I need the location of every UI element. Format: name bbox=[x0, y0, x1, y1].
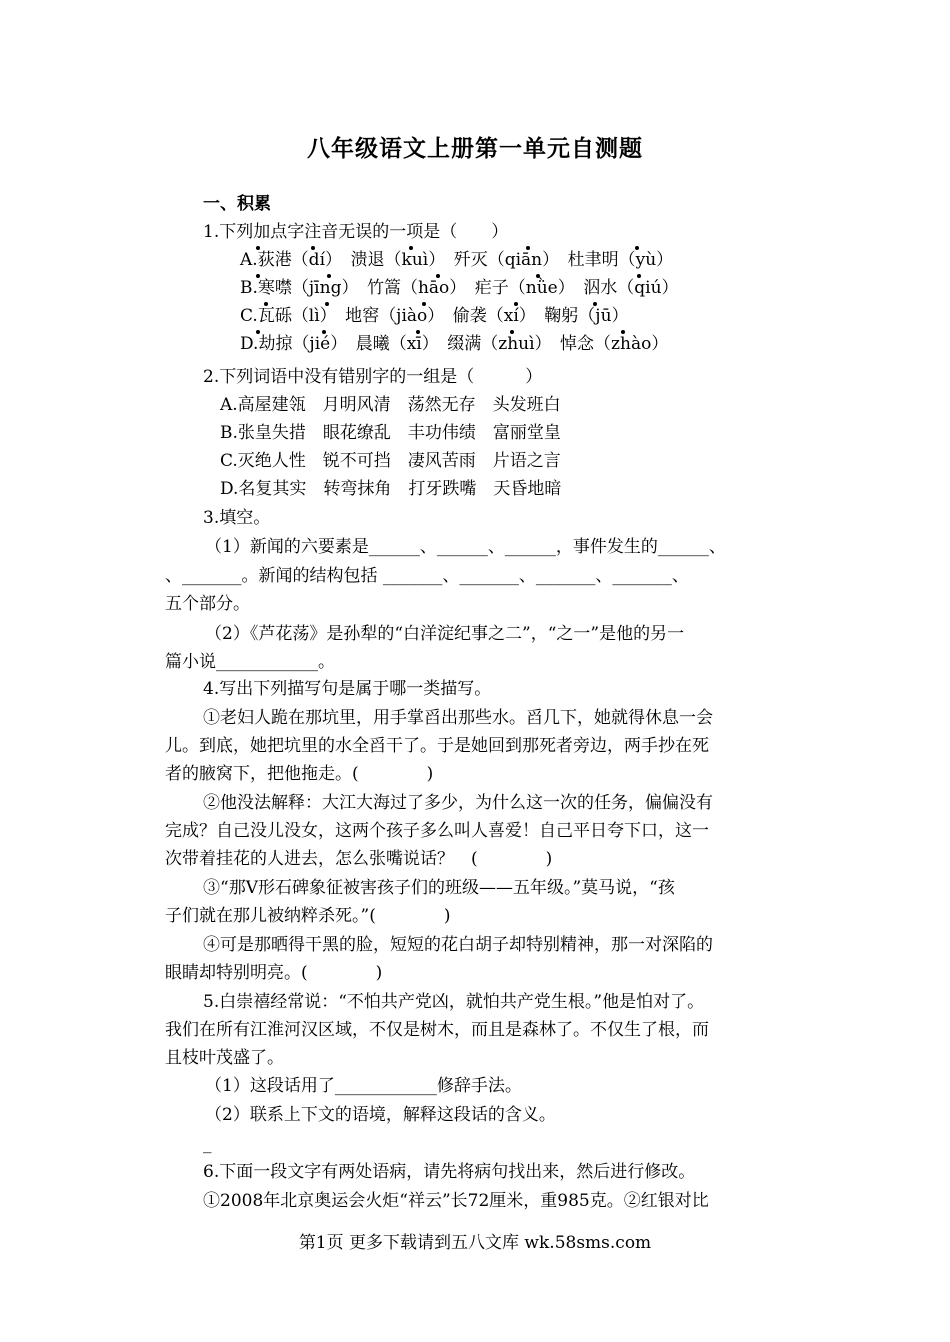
option-text: 鞠 bbox=[544, 306, 562, 326]
option-text: D. bbox=[240, 334, 259, 354]
dotted-character: 噤（jīng） 竹 bbox=[274, 278, 384, 298]
question-4-line: 者的腋窝下，把他拖走。( ) bbox=[165, 764, 434, 784]
option-text: 袭 bbox=[469, 306, 487, 326]
question-5-line: （1）这段话用了____________修辞手法。 bbox=[205, 1076, 522, 1096]
question-4-stem: 4.写出下列描写句是属于哪一类描写。 bbox=[203, 679, 492, 699]
section-heading: 一、积累 bbox=[203, 194, 271, 214]
option-text: 寒 bbox=[257, 278, 275, 298]
question-5-line: 且枝叶茂盛了。 bbox=[165, 1048, 284, 1068]
dotted-character: 港（dí） bbox=[274, 250, 351, 270]
option-text: 窖 bbox=[362, 306, 380, 326]
question-1-option-d bbox=[240, 332, 668, 356]
question-6-line: ①2008年北京奥运会火炬“祥云”长72厘米，重985克。②红银对比 bbox=[203, 1191, 709, 1211]
question-4-line: 完成？自己没儿没女，这两个孩子多么叫人喜爱！自己平日夸下口，这一 bbox=[165, 821, 709, 841]
question-4-line: ①老妇人跪在那坑里，用手掌舀出那些水。舀几下，她就得休息一会 bbox=[203, 708, 713, 728]
dotted-character: 退（kuì） bbox=[367, 250, 454, 270]
question-4-line: ④可是那晒得干黑的脸，短短的花白胡子却特别精神，那一对深陷的 bbox=[203, 935, 713, 955]
question-4-line: 子们就在那儿被纳粹杀死。”( ) bbox=[165, 906, 451, 926]
option-text: 缀 bbox=[447, 334, 465, 354]
option-text: 泅 bbox=[583, 278, 601, 298]
question-1-option-b bbox=[240, 276, 679, 300]
dotted-character: （lì） 地 bbox=[291, 306, 363, 326]
question-3-line: 五个部分。 bbox=[165, 594, 250, 614]
option-text: 歼 bbox=[453, 250, 471, 270]
question-3-line: 篇小说____________。 bbox=[165, 652, 335, 672]
option-text: 疟 bbox=[474, 278, 492, 298]
option-text: 曦 bbox=[372, 334, 390, 354]
question-1-option-c bbox=[240, 304, 629, 328]
page-footer: 第1页 更多下载请到五八文库 wk.58sms.com bbox=[298, 1233, 652, 1253]
dotted-character: 灭（qiān） 杜 bbox=[470, 250, 585, 270]
dotted-character: 躬（jū） bbox=[561, 306, 629, 326]
question-6-line: 6.下面一段文字有两处语病，请先将病句找出来，然后进行修改。 bbox=[203, 1162, 696, 1182]
question-3-line: 、_______。新闻的结构包括 _______、_______、_______、_______、 bbox=[165, 566, 689, 586]
dotted-character: （jiào） 偷 bbox=[379, 306, 470, 326]
option-text: 聿 bbox=[584, 250, 602, 270]
option-text: 劫 bbox=[258, 334, 276, 354]
question-4-line: ②他没法解释：大江大海过了多少，为什么这一次的任务，偏偏没有 bbox=[203, 793, 713, 813]
question-1-option-a bbox=[240, 248, 673, 272]
question-2-option-c: C.灭绝人性 锐不可挡 凄风苦雨 片语之言 bbox=[220, 451, 561, 471]
option-text: 荻 bbox=[257, 250, 275, 270]
document-title: 八年级语文上册第一单元自测题 bbox=[307, 135, 643, 162]
dotted-character: 念（zhào） bbox=[577, 334, 669, 354]
question-5-answer-blank: _ bbox=[203, 1134, 212, 1154]
question-2-option-a: A.高屋建瓴 月明风清 荡然无存 头发班白 bbox=[220, 395, 561, 415]
question-2-stem: 2.下列词语中没有错别字的一组是（ ） bbox=[203, 367, 543, 387]
dotted-character: 满（zhuì） bbox=[464, 334, 561, 354]
question-4-line: 眼睛却特别明亮。( ) bbox=[165, 963, 383, 983]
option-text: 砾 bbox=[274, 306, 292, 326]
question-3-line: （1）新闻的六要素是______、______、______，事件发生的______、 bbox=[205, 537, 726, 557]
dotted-character: 子（nǜe） bbox=[491, 278, 584, 298]
question-3-line: （2）《芦花荡》是孙犁的“白洋淀纪事之二”，“之一”是他的另一 bbox=[205, 624, 685, 644]
option-text: C. bbox=[240, 306, 258, 326]
question-5-line: （2）联系上下文的语境，解释这段话的含义。 bbox=[205, 1105, 556, 1125]
question-5-line: 我们在所有江淮河汉区域，不仅是树木，而且是森林了。不仅生了根，而 bbox=[165, 1020, 709, 1040]
dotted-character: 掠（jié） 晨 bbox=[275, 334, 373, 354]
question-2-option-b: B.张皇失措 眼花缭乱 丰功伟绩 富丽堂皇 bbox=[220, 423, 561, 443]
question-4-line: ③“那V形石碑象征被害孩子们的班级——五年级。”莫马说，“孩 bbox=[203, 878, 675, 898]
dotted-character: （xī） bbox=[389, 334, 448, 354]
question-2-option-d: D.名复其实 转弯抹角 打牙跌嘴 天昏地暗 bbox=[220, 479, 562, 499]
question-4-line: 次带着挂花的人进去，怎么张嘴说话？ ( ) bbox=[165, 849, 553, 869]
option-text: 篙 bbox=[383, 278, 401, 298]
dotted-character: （hāo） bbox=[400, 278, 475, 298]
dotted-character: 瓦 bbox=[257, 306, 275, 326]
question-5-line: 5.白崇禧经常说：“不怕共产党凶，就怕共产党生根。”他是怕对了。 bbox=[203, 992, 705, 1012]
option-text: 悼 bbox=[560, 334, 578, 354]
question-3-stem: 3.填空。 bbox=[203, 508, 271, 528]
dotted-character: （xí） bbox=[486, 306, 545, 326]
dotted-character: 水（qiú） bbox=[600, 278, 679, 298]
option-text: A. bbox=[240, 250, 258, 270]
question-4-line: 儿。到底，她把坑里的水全舀干了。于是她回到那死者旁边，两手抄在死 bbox=[165, 736, 709, 756]
question-1-stem: 1.下列加点字注音无误的一项是（ ） bbox=[203, 222, 509, 242]
option-text: 溃 bbox=[350, 250, 368, 270]
option-text: B. bbox=[240, 278, 258, 298]
dotted-character: 明（yù） bbox=[601, 250, 674, 270]
